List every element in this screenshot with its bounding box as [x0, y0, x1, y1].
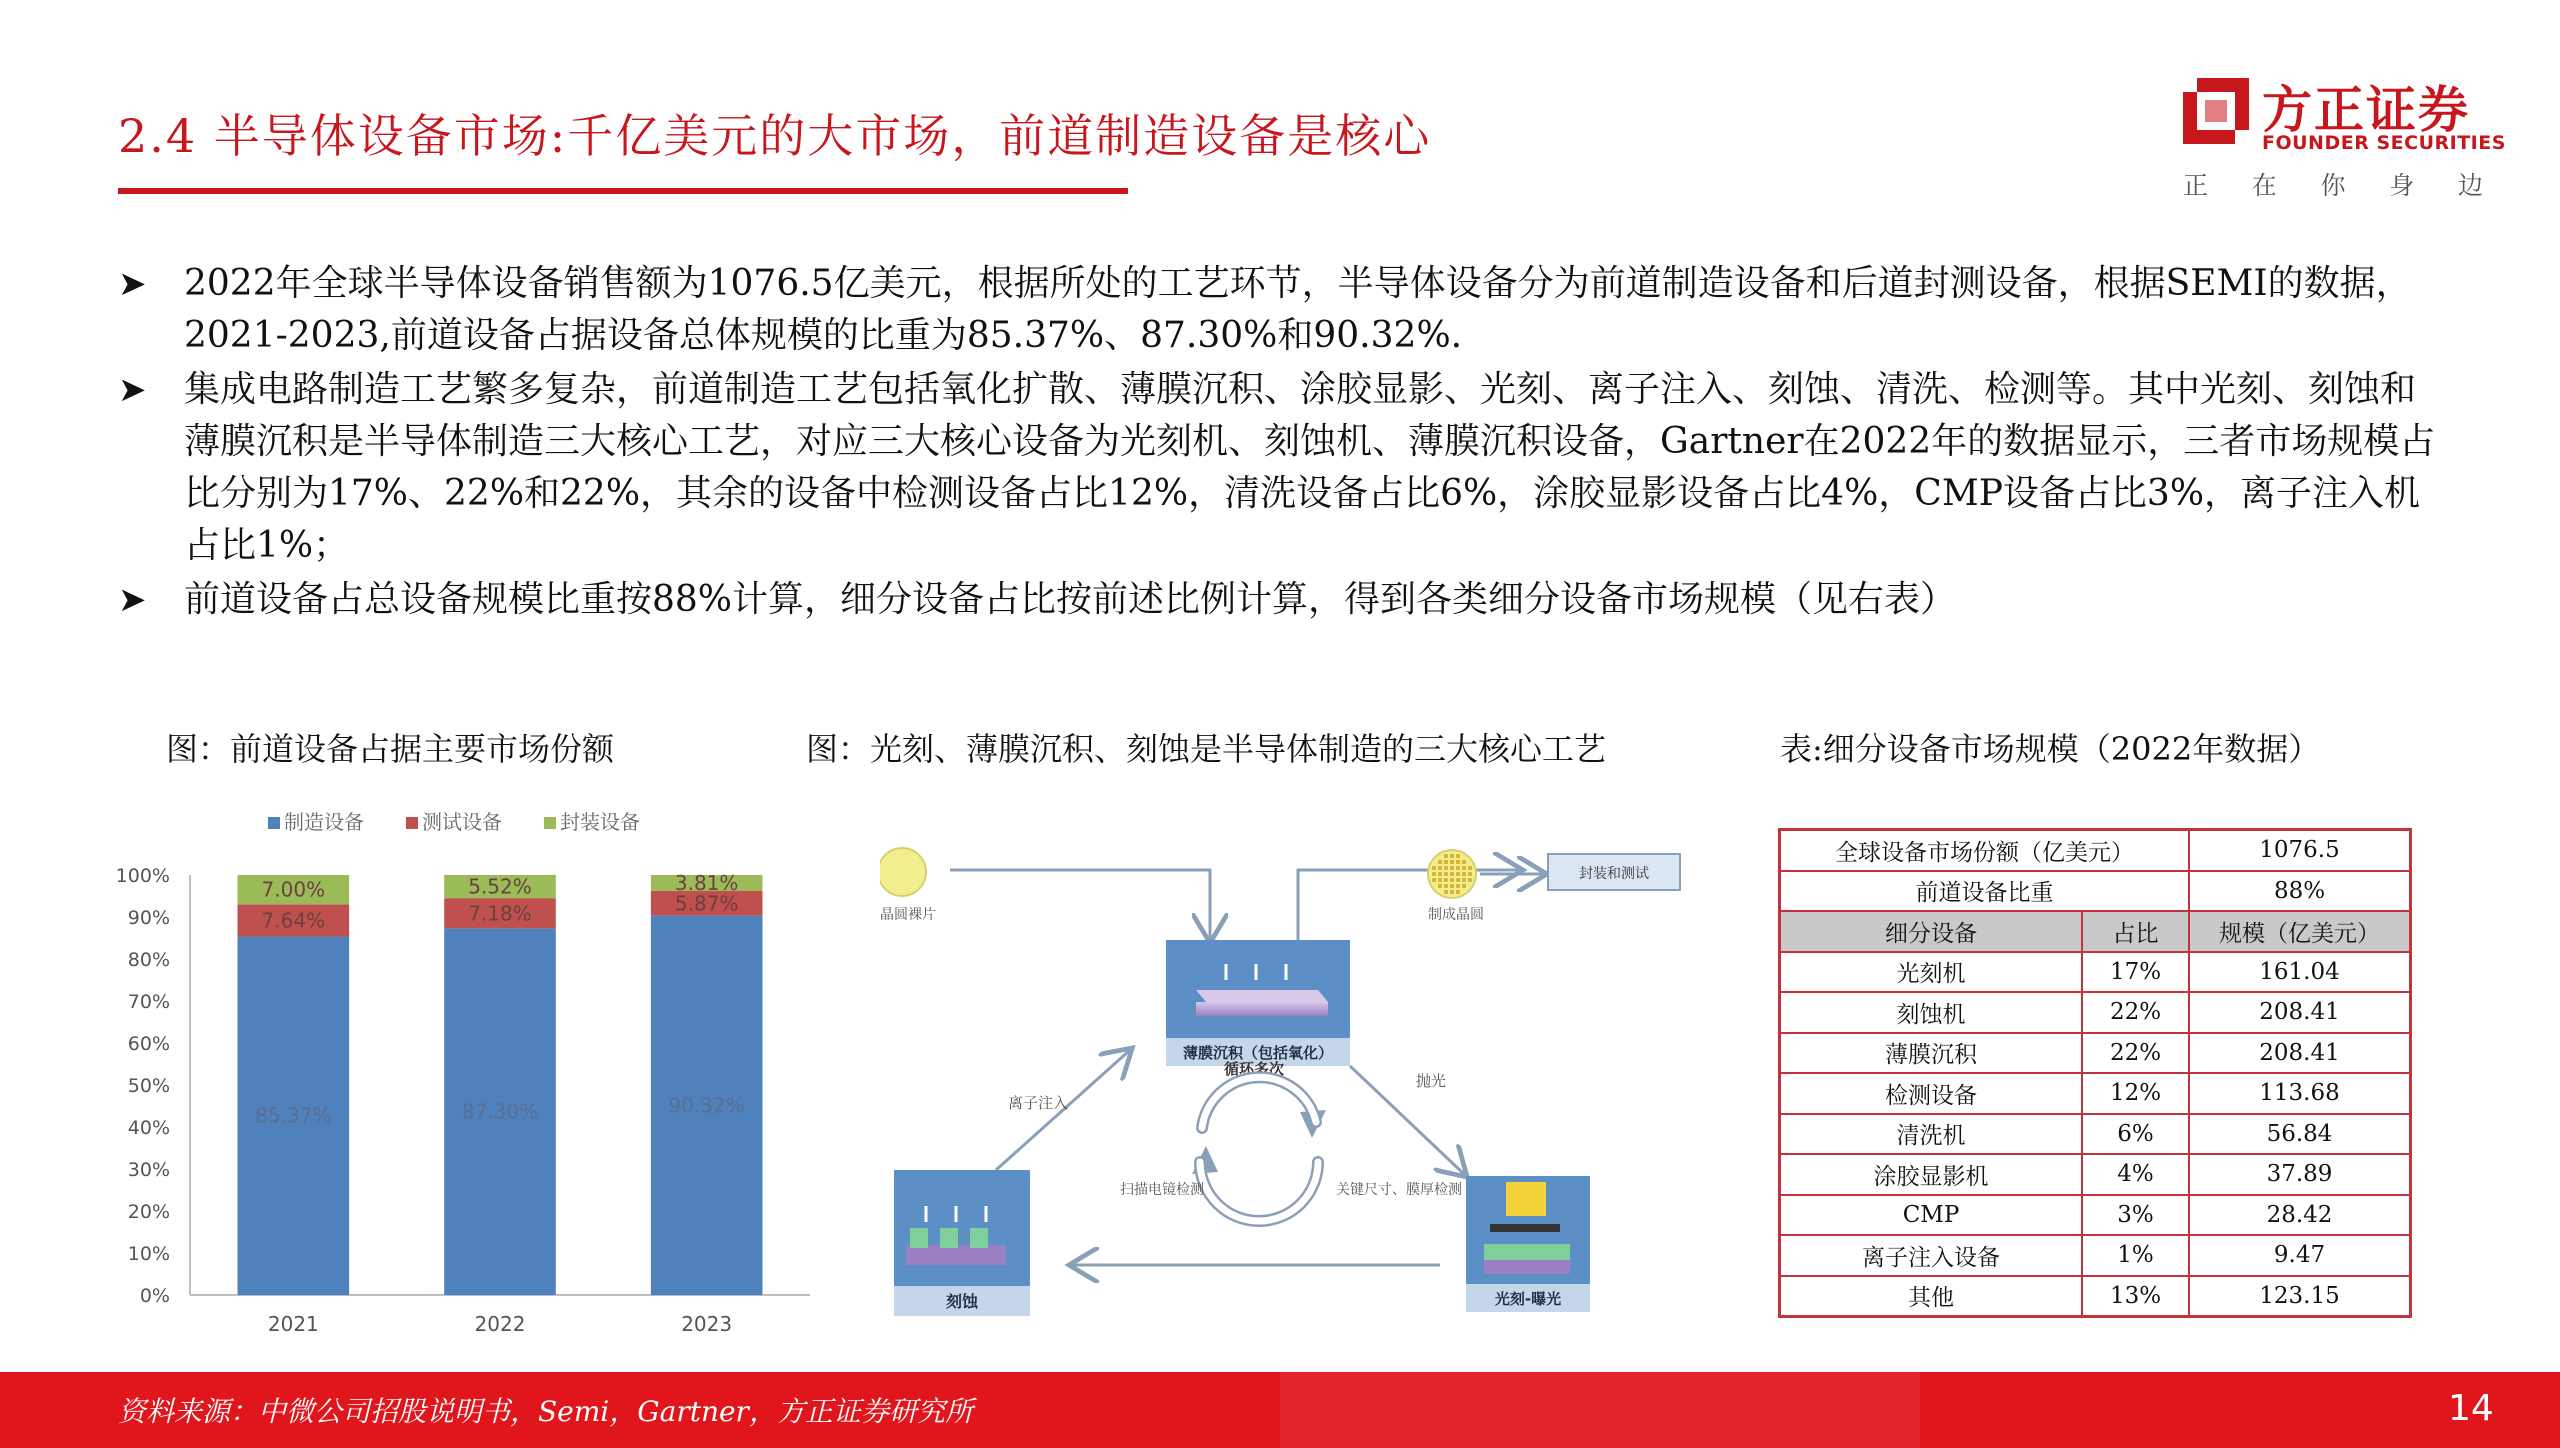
label-package-test: 封装和测试: [1579, 866, 1649, 882]
label-cycle: 循环多次: [1224, 1060, 1285, 1078]
arrow-to-deposition: [950, 870, 1210, 940]
source-note: 资料来源：中微公司招股说明书，Semi，Gartner，方正证券研究所: [118, 1395, 973, 1428]
table-cell: 光刻机: [1780, 952, 2083, 993]
bar-data-label: 7.64%: [261, 908, 326, 933]
table-cell: 123.15: [2189, 1276, 2411, 1317]
bullet-text: 集成电路制造工艺繁多复杂，前道制造工艺包括氧化扩散、薄膜沉积、涂胶显影、光刻、离子注入、刻蚀、清洗、检测等。其中光刻、刻蚀和薄膜沉积是半导体制造三大核心工艺，对应三大核心设备为光刻机、刻蚀机、薄膜沉积设备，Gartner在2022年的数据显示，三者市场规模占比分别为17%、22%和22%，其余的设备中检测设备占比12%，清洗设备占比6%，涂胶显影设备占比4%，CMP设备占比3%，离子注入机占比1%；: [184, 369, 2436, 566]
page-number: 14: [2448, 1388, 2494, 1429]
table-cell: 37.89: [2189, 1154, 2411, 1195]
y-tick-label: 30%: [127, 1159, 170, 1181]
table-cell: 17%: [2082, 952, 2189, 993]
bar-data-label: 90.32%: [668, 1093, 745, 1118]
process-cycle-diagram: [880, 840, 1700, 1320]
table-cell: 前道设备比重: [1780, 871, 2190, 912]
legend-swatch: [406, 817, 418, 829]
arrow-bullet-icon: ➤: [118, 370, 147, 410]
stacked-bar-chart: [100, 800, 820, 1360]
table-cell: CMP: [1780, 1195, 2083, 1236]
chart-caption: 图：前道设备占据主要市场份额: [166, 730, 615, 768]
table-header-row: [1780, 911, 2411, 952]
finished-wafer-icon: [1428, 850, 1476, 898]
slogan-char: 边: [2457, 171, 2483, 200]
arrow-bullet-icon: ➤: [118, 580, 147, 620]
legend-swatch: [544, 817, 556, 829]
table-header-cell: 规模（亿美元）: [2189, 911, 2411, 952]
y-tick-label: 40%: [127, 1117, 170, 1139]
label-sem: 扫描电镜检测: [1120, 1182, 1204, 1198]
x-tick-label: 2023: [681, 1312, 733, 1336]
bullet-list: [118, 258, 2448, 626]
table-cell: 28.42: [2189, 1195, 2411, 1236]
bare-wafer-icon: [880, 848, 926, 896]
table-cell: 1%: [2082, 1235, 2189, 1276]
legend-swatch: [268, 817, 280, 829]
table-cell: 6%: [2082, 1114, 2189, 1155]
bullet-item: [118, 364, 2448, 572]
label-wafer-done: 制成晶圆: [1428, 907, 1484, 923]
table-row: [1780, 952, 2411, 993]
table-cell: 薄膜沉积: [1780, 1033, 2083, 1074]
slogan-char: 身: [2389, 171, 2415, 200]
table-caption: 表:细分设备市场规模（2022年数据）: [1780, 730, 2321, 768]
bar-data-label: 7.00%: [261, 877, 326, 902]
label-polish: 抛光: [1416, 1072, 1447, 1090]
bar-data-label: 87.30%: [461, 1099, 539, 1124]
table-cell: 88%: [2189, 871, 2411, 912]
table-cell: 3%: [2082, 1195, 2189, 1236]
table-cell: 涂胶显影机: [1780, 1154, 2083, 1195]
table-cell: 22%: [2082, 1033, 2189, 1074]
legend-label: 封装设备: [560, 810, 640, 834]
founder-logo-icon: [2183, 78, 2249, 144]
table-cell: 离子注入设备: [1780, 1235, 2083, 1276]
y-tick-label: 70%: [127, 991, 170, 1013]
diagram-caption: 图：光刻、薄膜沉积、刻蚀是半导体制造的三大核心工艺: [806, 730, 1607, 768]
arrow-to-litho: [1350, 1066, 1465, 1175]
table-row: [1780, 1195, 2411, 1236]
table-cell: 检测设备: [1780, 1073, 2083, 1114]
bullet-text: 2022年全球半导体设备销售额为1076.5亿美元，根据所处的工艺环节，半导体设备分为前道制造设备和后道封测设备，根据SEMI的数据，2021-2023,前道设备占据设备总体规模的比重为85.37%、87.30%和90.32%.: [184, 263, 2412, 356]
bullet-item: [118, 574, 2448, 626]
table-cell: 其他: [1780, 1276, 2083, 1317]
table-row: [1780, 1235, 2411, 1276]
logo-text-en: FOUNDER SECURITIES: [2262, 132, 2506, 154]
table-header-cell: 细分设备: [1780, 911, 2083, 952]
bar-data-label: 85.37%: [255, 1103, 332, 1128]
y-tick-label: 50%: [127, 1075, 170, 1097]
page-title: 2.4 半导体设备市场:千亿美元的大市场，前道制造设备是核心: [118, 109, 1432, 163]
bar-data-label: 5.52%: [468, 874, 532, 899]
footer-band: [1280, 1372, 1920, 1448]
title-underline: [118, 188, 1128, 194]
litho-step: [1466, 1176, 1590, 1312]
chart-legend: [268, 810, 640, 834]
table-row: [1780, 1276, 2411, 1317]
table-cell: 113.68: [2189, 1073, 2411, 1114]
slogan-char: 你: [2320, 171, 2346, 200]
bar-data-label: 5.87%: [674, 891, 739, 916]
table-header-cell: 占比: [2082, 911, 2189, 952]
etch-step: [894, 1170, 1030, 1316]
label-litho: 光刻-曝光: [1494, 1290, 1562, 1308]
y-tick-label: 10%: [127, 1243, 170, 1265]
label-wafer-bare: 晶圆裸片: [880, 907, 936, 923]
chart-bars: [238, 871, 763, 1336]
table-cell: 208.41: [2189, 1033, 2411, 1074]
table-cell: 208.41: [2189, 992, 2411, 1033]
summary-row: [1780, 871, 2411, 912]
table-cell: 清洗机: [1780, 1114, 2083, 1155]
y-tick-label: 20%: [127, 1201, 170, 1223]
table-row: [1780, 1154, 2411, 1195]
table-cell: 56.84: [2189, 1114, 2411, 1155]
bullet-item: [118, 258, 2448, 362]
y-tick-label: 60%: [127, 1033, 170, 1055]
deposition-step: [1166, 940, 1350, 1066]
slogan-char: 正: [2183, 171, 2209, 200]
table-row: [1780, 992, 2411, 1033]
table-cell: 9.47: [2189, 1235, 2411, 1276]
arrow-to-finished: [1298, 870, 1520, 940]
table-cell: 161.04: [2189, 952, 2411, 993]
y-tick-label: 80%: [127, 949, 170, 971]
table-cell: 1076.5: [2189, 830, 2411, 871]
table-cell: 全球设备市场份额（亿美元）: [1780, 830, 2190, 871]
table-row: [1780, 1073, 2411, 1114]
bar-data-label: 7.18%: [468, 901, 532, 926]
slogan: [2183, 166, 2483, 202]
label-etch: 刻蚀: [945, 1292, 979, 1311]
table-cell: 13%: [2082, 1276, 2189, 1317]
table-row: [1780, 1033, 2411, 1074]
x-tick-label: 2021: [267, 1312, 319, 1336]
equipment-market-table: [1778, 828, 2412, 1318]
label-cd: 关键尺寸、膜厚检测: [1336, 1182, 1462, 1198]
table-cell: 4%: [2082, 1154, 2189, 1195]
summary-row: [1780, 830, 2411, 871]
legend-label: 制造设备: [284, 810, 364, 834]
bullet-text: 前道设备占总设备规模比重按88%计算，细分设备占比按前述比例计算，得到各类细分设备市场规模（见右表）: [184, 579, 1957, 620]
y-tick-label: 0%: [139, 1285, 170, 1307]
y-tick-label: 90%: [127, 907, 170, 929]
x-tick-label: 2022: [474, 1312, 526, 1336]
table-row: [1780, 1114, 2411, 1155]
label-deposition: 薄膜沉积（包括氧化）: [1182, 1044, 1334, 1062]
table-cell: 22%: [2082, 992, 2189, 1033]
arrow-bullet-icon: ➤: [118, 264, 147, 304]
slogan-char: 在: [2251, 171, 2277, 200]
y-tick-label: 100%: [115, 865, 170, 887]
logo-text-cn: 方正证券: [2262, 81, 2470, 139]
label-ion: 离子注入: [1008, 1094, 1069, 1112]
legend-label: 测试设备: [422, 810, 502, 834]
table-cell: 12%: [2082, 1073, 2189, 1114]
cycle-icon: [1192, 1077, 1326, 1221]
table-cell: 刻蚀机: [1780, 992, 2083, 1033]
bar-data-label: 3.81%: [674, 871, 739, 896]
